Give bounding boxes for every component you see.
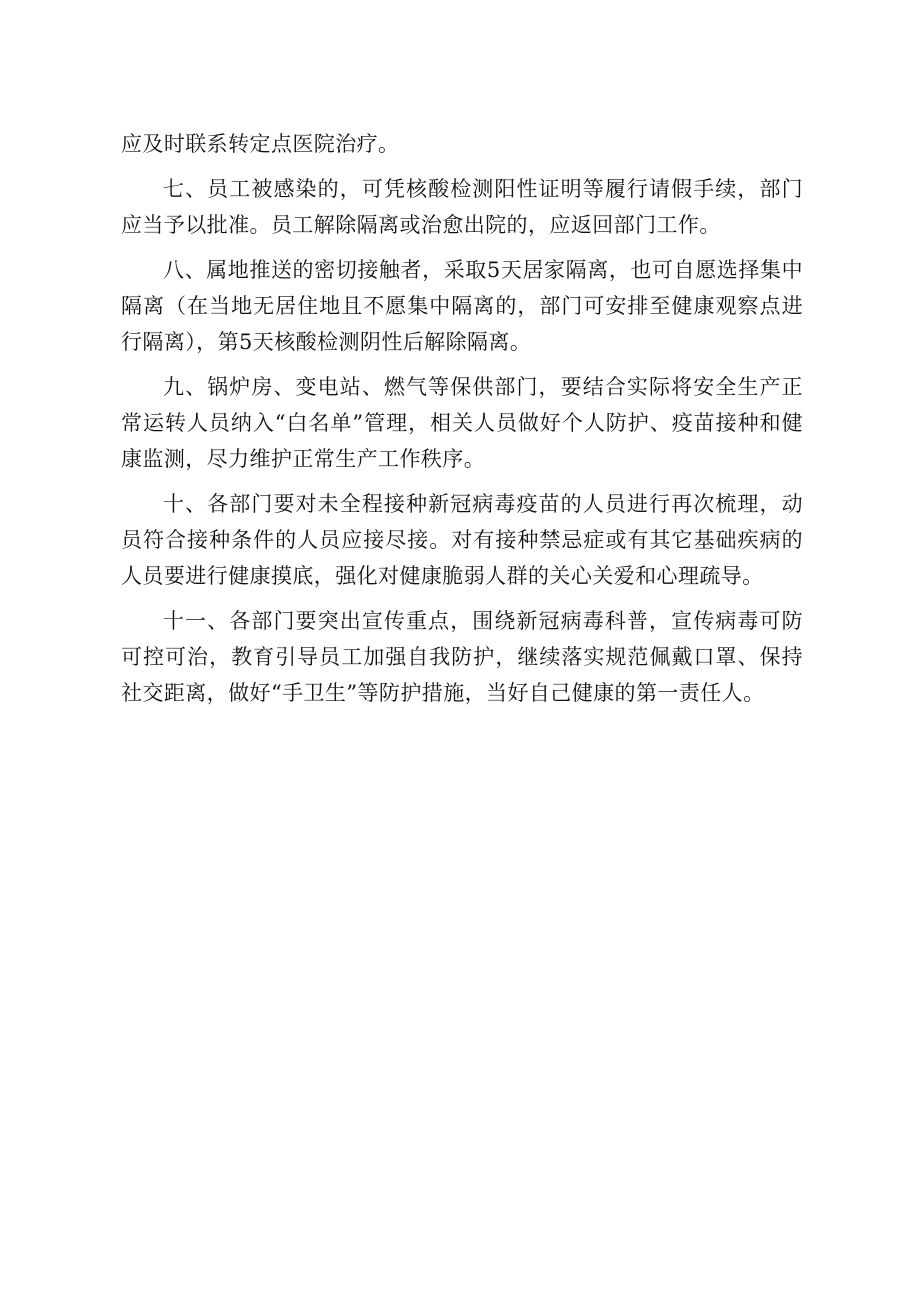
paragraph-item-11: 十一、各部门要突出宣传重点，围绕新冠病毒科普，宣传病毒可防可控可治，教育引导员工加强自我防护，继续落实规范佩戴口罩、保持社交距离，做好“手卫生”等防护措施，当好自己健康的第一责任人。 [121, 609, 803, 705]
paragraph-item-10: 十、各部门要对未全程接种新冠病毒疫苗的人员进行再次梳理，动员符合接种条件的人员应接尽接。对有接种禁忌症或有其它基础疾病的人员要进行健康摸底，强化对健康脆弱人群的关心关爱和心理疏导。 [121, 492, 803, 588]
paragraph-continuation: 应及时联系转定点医院治疗。 [121, 132, 400, 156]
paragraph-item-7: 七、员工被感染的，可凭核酸检测阳性证明等履行请假手续，部门应当予以批准。员工解除隔离或治愈出院的，应返回部门工作。 [121, 177, 803, 237]
paragraph-item-9: 九、锅炉房、变电站、燃气等保供部门，要结合实际将安全生产正常运转人员纳入“白名单”管理，相关人员做好个人防护、疫苗接种和健康监测，尽力维护正常生产工作秩序。 [121, 375, 803, 471]
document-body [121, 126, 803, 711]
paragraph-item-8: 八、属地推送的密切接触者，采取5天居家隔离，也可自愿选择集中隔离（在当地无居住地且不愿集中隔离的，部门可安排至健康观察点进行隔离），第5天核酸检测阴性后解除隔离。 [121, 258, 803, 354]
